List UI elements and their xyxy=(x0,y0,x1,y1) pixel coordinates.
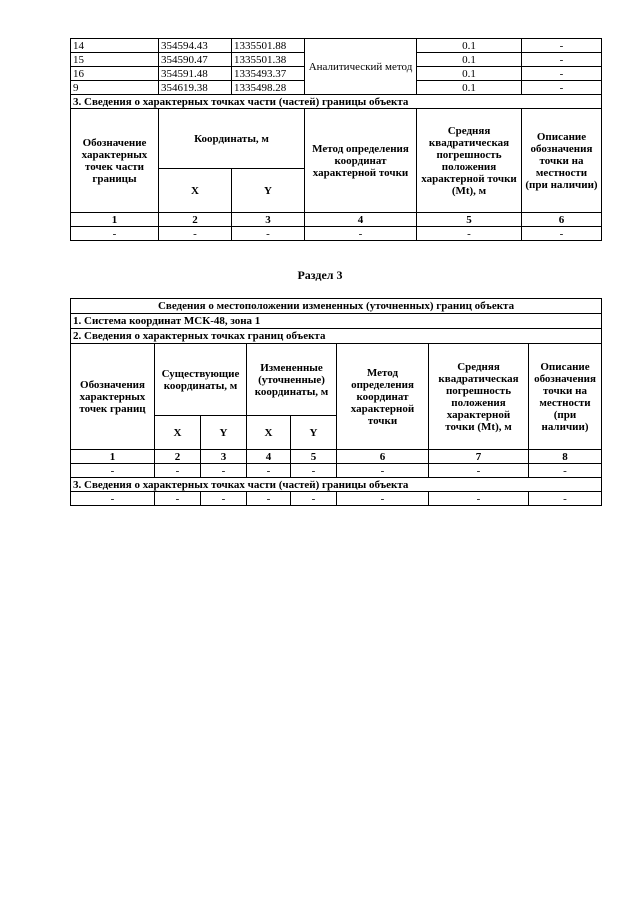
empty-cell: - xyxy=(417,227,522,241)
header-designation: Обозначения характерных точек границ xyxy=(71,344,155,450)
column-number: 6 xyxy=(337,450,429,464)
empty-cell: - xyxy=(159,227,232,241)
description-value: - xyxy=(522,81,602,95)
header-x: X xyxy=(159,169,232,213)
description-value: - xyxy=(522,53,602,67)
column-number: 6 xyxy=(522,213,602,227)
empty-cell: - xyxy=(71,464,155,478)
section3-title: 3. Сведения о характерных точках части (частей) границы объекта xyxy=(71,95,602,109)
y-coordinate: 1335501.88 xyxy=(232,39,305,53)
column-number: 2 xyxy=(159,213,232,227)
y-coordinate: 1335498.28 xyxy=(232,81,305,95)
header-description: Описание обозначения точки на местности (при наличии) xyxy=(529,344,602,450)
header-changed-coordinates: Измененные (уточненные) координаты, м xyxy=(247,344,337,416)
mt-value: 0.1 xyxy=(417,53,522,67)
header-row xyxy=(71,344,602,416)
mt-value: 0.1 xyxy=(417,81,522,95)
mt-value: 0.1 xyxy=(417,39,522,53)
description-value: - xyxy=(522,39,602,53)
empty-cell: - xyxy=(232,227,305,241)
empty-cell: - xyxy=(291,492,337,506)
empty-cell: - xyxy=(247,464,291,478)
header-x: X xyxy=(155,416,201,450)
table-title: Сведения о местоположении измененных (уточненных) границ объекта xyxy=(71,299,602,314)
y-coordinate: 1335501.38 xyxy=(232,53,305,67)
x-coordinate: 354619.38 xyxy=(159,81,232,95)
x-coordinate: 354591.48 xyxy=(159,67,232,81)
column-number: 7 xyxy=(429,450,529,464)
characteristic-points-table-part1 xyxy=(70,38,602,241)
section3-title: 3. Сведения о характерных точках части (частей) границы объекта xyxy=(71,478,602,492)
empty-cell: - xyxy=(201,492,247,506)
column-number-row xyxy=(71,213,602,227)
section2-title: 2. Сведения о характерных точках границ объекта xyxy=(71,329,602,344)
point-number: 16 xyxy=(71,67,159,81)
header-designation: Обозначение характерных точек части границы xyxy=(71,109,159,213)
header-row xyxy=(71,109,602,169)
table-row xyxy=(71,227,602,241)
mt-value: 0.1 xyxy=(417,67,522,81)
empty-cell: - xyxy=(71,227,159,241)
header-description: Описание обозначения точки на местности (при наличии) xyxy=(522,109,602,213)
column-number: 3 xyxy=(201,450,247,464)
header-existing-coordinates: Существующие координаты, м xyxy=(155,344,247,416)
x-coordinate: 354594.43 xyxy=(159,39,232,53)
header-mt: Средняя квадратическая погрешность положения характерной точки (Mt), м xyxy=(417,109,522,213)
empty-cell: - xyxy=(529,492,602,506)
empty-cell: - xyxy=(429,464,529,478)
empty-cell: - xyxy=(522,227,602,241)
column-number: 8 xyxy=(529,450,602,464)
column-number: 4 xyxy=(305,213,417,227)
changed-boundaries-table xyxy=(70,298,602,506)
description-value: - xyxy=(522,67,602,81)
header-coordinates: Координаты, м xyxy=(159,109,305,169)
section-row xyxy=(71,329,602,344)
point-number: 15 xyxy=(71,53,159,67)
column-number: 3 xyxy=(232,213,305,227)
method-cell: Аналитический метод xyxy=(305,39,417,95)
empty-cell: - xyxy=(155,492,201,506)
column-number: 5 xyxy=(417,213,522,227)
header-y: Y xyxy=(291,416,337,450)
point-number: 14 xyxy=(71,39,159,53)
column-number: 1 xyxy=(71,450,155,464)
header-y: Y xyxy=(201,416,247,450)
empty-cell: - xyxy=(201,464,247,478)
section-row xyxy=(71,314,602,329)
empty-cell: - xyxy=(291,464,337,478)
table-row xyxy=(71,464,602,478)
header-method: Метод определения координат характерной точки xyxy=(337,344,429,450)
section-row xyxy=(71,478,602,492)
table-row xyxy=(71,39,602,53)
column-number: 4 xyxy=(247,450,291,464)
header-mt: Средняя квадратическая погрешность положения характерной точки (Mt), м xyxy=(429,344,529,450)
table-row xyxy=(71,492,602,506)
y-coordinate: 1335493.37 xyxy=(232,67,305,81)
section-row xyxy=(71,95,602,109)
header-y: Y xyxy=(232,169,305,213)
x-coordinate: 354590.47 xyxy=(159,53,232,67)
column-number: 5 xyxy=(291,450,337,464)
empty-cell: - xyxy=(247,492,291,506)
column-number-row xyxy=(71,450,602,464)
column-number: 2 xyxy=(155,450,201,464)
empty-cell: - xyxy=(71,492,155,506)
point-number: 9 xyxy=(71,81,159,95)
empty-cell: - xyxy=(337,464,429,478)
empty-cell: - xyxy=(429,492,529,506)
title-row xyxy=(71,299,602,314)
section-heading: Раздел 3 xyxy=(297,268,343,282)
empty-cell: - xyxy=(529,464,602,478)
empty-cell: - xyxy=(155,464,201,478)
column-number: 1 xyxy=(71,213,159,227)
coordinate-system: 1. Система координат МСК-48, зона 1 xyxy=(71,314,602,329)
header-method: Метод определения координат характерной точки xyxy=(305,109,417,213)
empty-cell: - xyxy=(337,492,429,506)
header-x: X xyxy=(247,416,291,450)
empty-cell: - xyxy=(305,227,417,241)
